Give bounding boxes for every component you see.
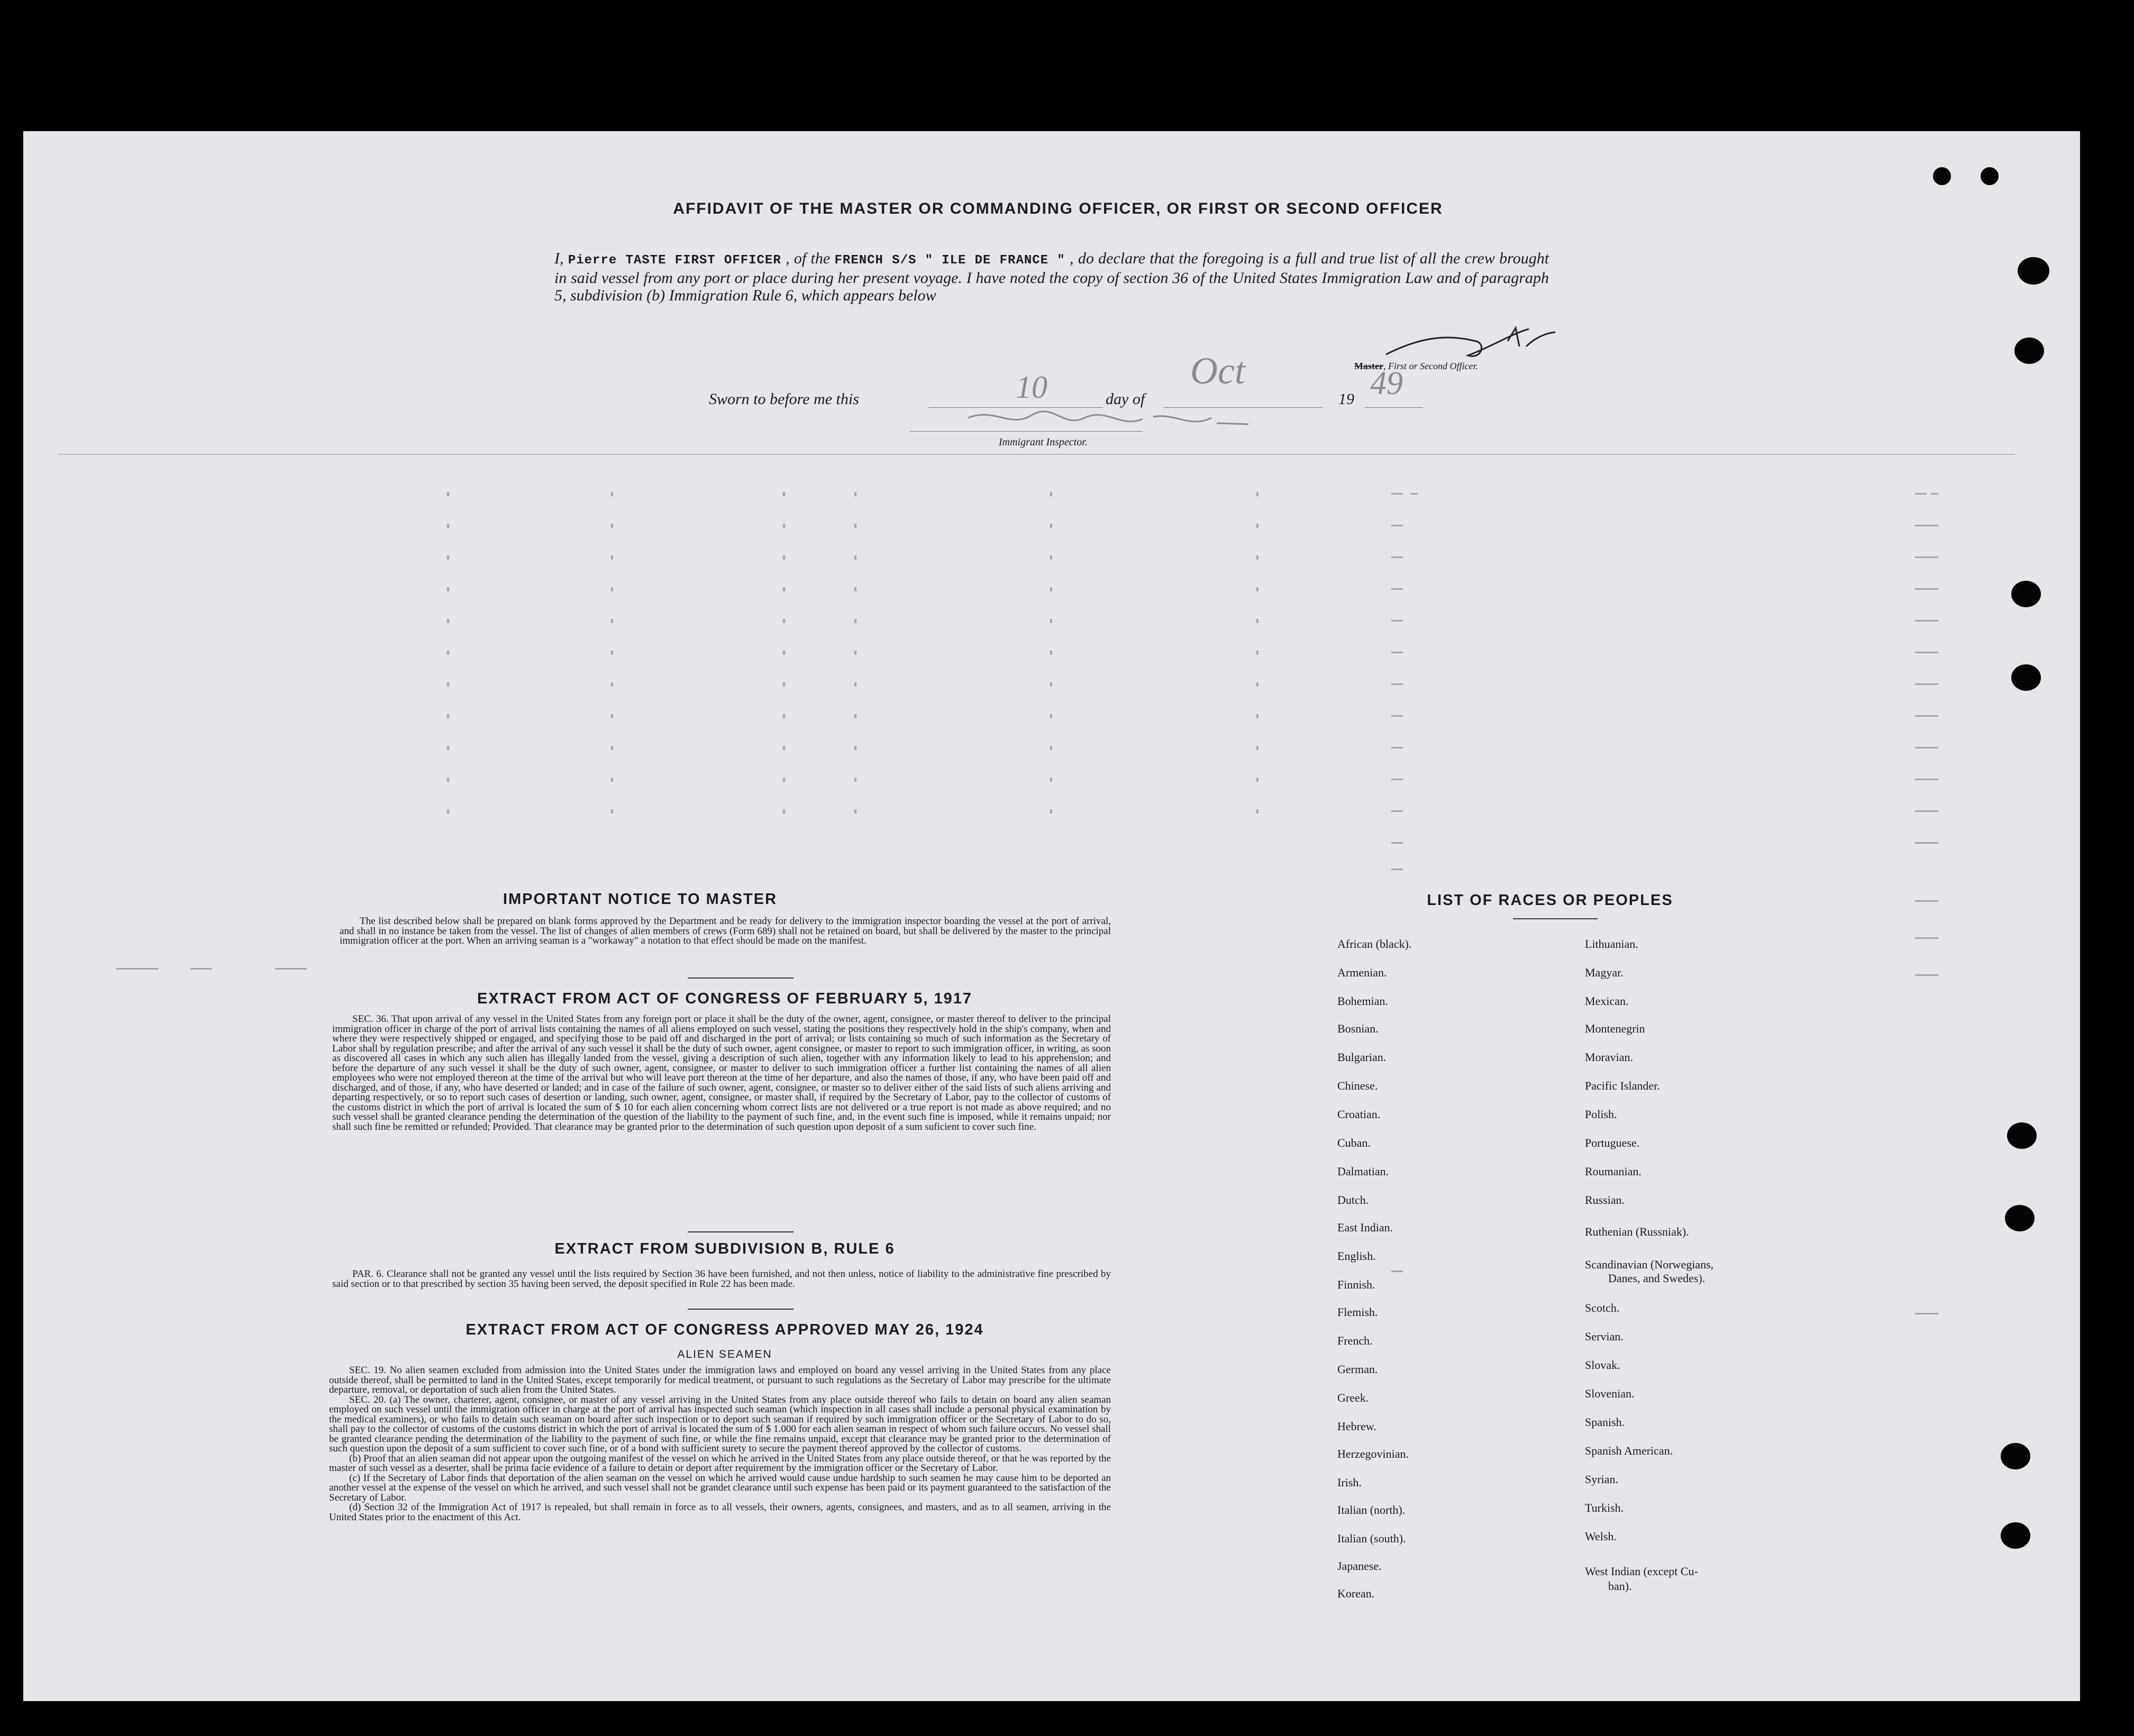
race-item: Servian. [1585,1330,1624,1343]
alien-seamen-subtitle: ALIEN SEAMEN [677,1348,772,1360]
race-item: Italian (south). [1337,1532,1406,1545]
race-item: Scandinavian (Norwegians, [1585,1258,1714,1271]
race-item: ban). [1608,1579,1632,1593]
race-item: Mexican. [1585,994,1629,1008]
race-item: Pacific Islander. [1585,1079,1660,1092]
race-item: French. [1337,1334,1373,1347]
section-20d-paragraph: (d) Section 32 of the Immigration Act of 1917 is repealed, but shall remain in force as to all vessels, their owners, agents, consignees, and masters, and as to all seamen, arriving in the United States prior to the enactment of this Act. [329,1502,1111,1523]
race-item: Herzegovinian. [1337,1447,1409,1460]
affidavit-intro: I, [554,250,564,267]
race-item: Greek. [1337,1391,1369,1404]
race-item: Turkish. [1585,1501,1624,1514]
handwritten-month: Oct [1190,350,1245,392]
race-item: Polish. [1585,1108,1617,1121]
race-item: Bosnian. [1337,1022,1379,1035]
race-item: African (black). [1337,937,1412,951]
race-item: Slovenian. [1585,1387,1635,1400]
extract-1924-title: EXTRACT FROM ACT OF CONGRESS APPROVED MAY 26, 1924 [466,1321,984,1338]
year-prefix: 19 [1338,390,1354,408]
section-divider [688,977,794,979]
section-20c-paragraph: (c) If the Secretary of Labor finds that deportation of the alien seaman on the vessel on which he arrived would cause undue hardship to such seamen he may cause him to be deported an another vessel at the expense of the vessel on which he arrived, and such vessel shall not be grandet clearance until such expense has been paid or its payment guaranteed to the satisfaction of the Secretary of Labor. [329,1472,1111,1503]
race-item: Korean. [1337,1587,1375,1600]
affidavit-declaration: , do declare that the foregoing is a full and true list of all the crew brought in said vessel from any port or place during her present voyage. I have noted the copy of section 36 of the United States Immigration Law and of paragraph 5, subdivision (b) Immigration Rule 6, which appears below [554,250,1549,304]
paragraph-6: PAR. 6. Clearance shall not be granted any vessel until the lists required by Section 36 have been furnished, and not then unless, notice of liability to the administrative fine prescribed by said section or to that prescribed by section 35 having been served, the deposit specified in Rule 22 has been made. [332,1268,1111,1290]
extract-1917-title: EXTRACT FROM ACT OF CONGRESS OF FEBRUARY 5, 1917 [477,990,973,1007]
race-item: Bohemian. [1337,994,1388,1008]
race-item: Russian. [1585,1193,1625,1207]
extract-1924-text [329,1366,1111,1522]
section-divider [688,1231,794,1232]
officer-title-label: , First or Second Officer. [1383,361,1478,371]
race-item: Dutch. [1337,1193,1369,1207]
race-item: Japanese. [1337,1559,1382,1573]
struck-master-label: Master [1354,361,1383,371]
section-divider [688,1309,794,1310]
race-item: Italian (north). [1337,1503,1406,1516]
section-20b-paragraph: (b) Proof that an alien seaman did not appear upon the outgoing manifest of the vessel on which he arrived in the United States from any place outside thereof, or that he was reported by the master of such vessel as a deserter, shall be prima facie evidence of a failure to detain or deport after requirement by the immigration officer or the Secretary of Labor. [329,1452,1111,1474]
race-item: East Indian. [1337,1221,1393,1234]
notice-text [340,917,1111,946]
race-item: Bulgarian. [1337,1050,1387,1064]
race-item: Portuguese. [1585,1136,1640,1149]
handwritten-day: 10 [1016,370,1047,405]
race-item: Montenegrin [1585,1022,1645,1035]
race-item: Irish. [1337,1476,1362,1489]
section-36-paragraph: SEC. 36. That upon arrival of any vessel in the United States from any foreign port or place it shall be the duty of the owner, agent, consignee, or master thereof to deliver to the principal immigration officer in charge of the port of arrival lists containing the names of all aliens employed on such vessel, stating the positions they respectively hold in the ship's company, when and where they were respectively shipped or engaged, and specifying those to be paid off and discharged in the port of arrival; or lists containing so much of such information as the Secretary of Labor shall by regulation prescribe; and after the arrival of any such vessel it shall be the duty of such owner, agent consignee, or master to report to such immigration officer, in writing, as soon as discovered all cases in which any such alien has illegally landed from the vessel, giving a description of such alien, together with any information likely to lead to his apprehension; and before the departure of any such vessel it shall be the duty of such owner, agent, consignee, or master to deliver to such immigration officer a further list containing the names of all alien employees who were not employed thereon at the time of the arrival but who will leave port thereon at the time of her departure, and also the names of those, if any, who have been paid off and discharged, and of those, if any, who have deserted or landed; and in case of the failure of such owner, agent, consignee, or master so to deliver either of the said lists of such aliens arriving and departing respectively, or so to report such cases of desertion or landing, such owner, agent, consignee, or master shall, if required by the Secretary of Labor, pay to the collector of customs of the customs district in which the port of arrival is located the sum of $ 10 for each alien concerning whom correct lists are not delivered or a true report is not made as above required; and no such vessel shall be granted clearance pending the determination of the question of the liability to the payment of such fine, and, in the event such fine is imposed, while it remains unpaid; nor shall such fine be remitted or refunded; Provided. That clearance may be granted prior to the determination of such question upon deposit of a sum suficient to cover such fine. [332,1013,1111,1132]
typed-officer-name: Pierre TASTE FIRST OFFICER [568,253,781,268]
race-item: Ruthenian (Russniak). [1585,1225,1689,1238]
extract-1917-text [332,1015,1111,1132]
race-item: Croatian. [1337,1108,1381,1121]
races-divider [1513,918,1598,919]
section-19-paragraph: SEC. 19. No alien seamen excluded from admission into the United States under the immigration laws and employed on board any vessel arriving in the United States from any place outside thereof, shall be permitted to land in the United States, except temporarily for medical treatment, or pursuant to such regulations as the Secretary of Labor may prescribe for the ultimate departure, removal, or deportation of such alien from the United States. [329,1365,1111,1395]
race-item: Cuban. [1337,1136,1371,1149]
section-20a-paragraph: SEC. 20. (a) The owner, charterer, agent, consignee, or master of any vessel arriving in the United States from any place outside thereof who fails to detain on board any alien seaman employed on such vessel until the immigration officer in charge at the port of arrival has inspected such seaman (which inspection in all cases shall include a personal physical examination by the medical examiners), or who fails to detain such seaman on board after such inspection or to deport such seaman if required by such immigration officer or the Secretary of Labor to do so, shall pay to the collector of customs of the customs district in which the port of arrival is located the sum of $ 1.000 for each alien seaman in respect of whom such failure occurs. No vessel shall be granted clearance pending the determination of the liability to the payment of such fine, or while the fine remains unpaid, except that clearance may be granted prior to the determination of such question upon the deposit of a sum sufficient to cover such fine, or of a bond with sufficient surety to secure the payment thereof approved by the collector of customs. [329,1394,1111,1454]
race-item: Hebrew. [1337,1420,1376,1433]
handwritten-year: 49 [1370,366,1403,401]
affidavit-of-the: , of the [786,250,831,267]
race-item: Moravian. [1585,1050,1634,1064]
race-item: Roumanian. [1585,1165,1641,1178]
races-title: LIST OF RACES OR PEOPLES [1427,892,1673,909]
extract-rule6-text [332,1269,1111,1289]
race-item: Magyar. [1585,966,1624,979]
race-item: Syrian. [1585,1473,1618,1486]
race-item: Danes, and Swedes). [1608,1272,1706,1285]
race-item: Slovak. [1585,1358,1620,1372]
race-item: Lithuanian. [1585,937,1638,951]
race-item: Finnish. [1337,1278,1375,1291]
notice-title: IMPORTANT NOTICE TO MASTER [503,891,778,908]
race-item: Flemish. [1337,1305,1378,1319]
race-item: German. [1337,1363,1378,1376]
race-item: Dalmatian. [1337,1165,1389,1178]
race-item: Scotch. [1585,1301,1620,1314]
race-item: Spanish. [1585,1415,1625,1429]
inspector-label: Immigrant Inspector. [999,436,1088,448]
notice-paragraph: The list described below shall be prepared on blank forms approved by the Department and be ready for delivery to the immigration inspector boarding the vessel at the port of arrival, and shall in no instance be taken from the vessel. The list of changes of alien members of crews (Form 689) shall not be retained on board, but shall be delivered by the master to the principal immigration officer at the port. When an arriving seaman is a "workaway" a notation to that effect should be made on the manifest. [340,916,1111,946]
affidavit-title: AFFIDAVIT OF THE MASTER OR COMMANDING OFFICER, OR FIRST OR SECOND OFFICER [673,200,1443,217]
sworn-prefix: Sworn to before me this [709,390,859,408]
extract-rule6-title: EXTRACT FROM SUBDIVISION B, RULE 6 [554,1240,895,1257]
race-item: West Indian (except Cu- [1585,1565,1698,1578]
typed-vessel-name: FRENCH S/S " ILE DE FRANCE " [834,253,1065,268]
race-item: Chinese. [1337,1079,1378,1092]
race-item: Armenian. [1337,966,1387,979]
race-item: Welsh. [1585,1530,1617,1543]
race-item: Spanish American. [1585,1444,1673,1457]
day-of-label: day of [1106,390,1145,408]
race-item: English. [1337,1249,1376,1263]
